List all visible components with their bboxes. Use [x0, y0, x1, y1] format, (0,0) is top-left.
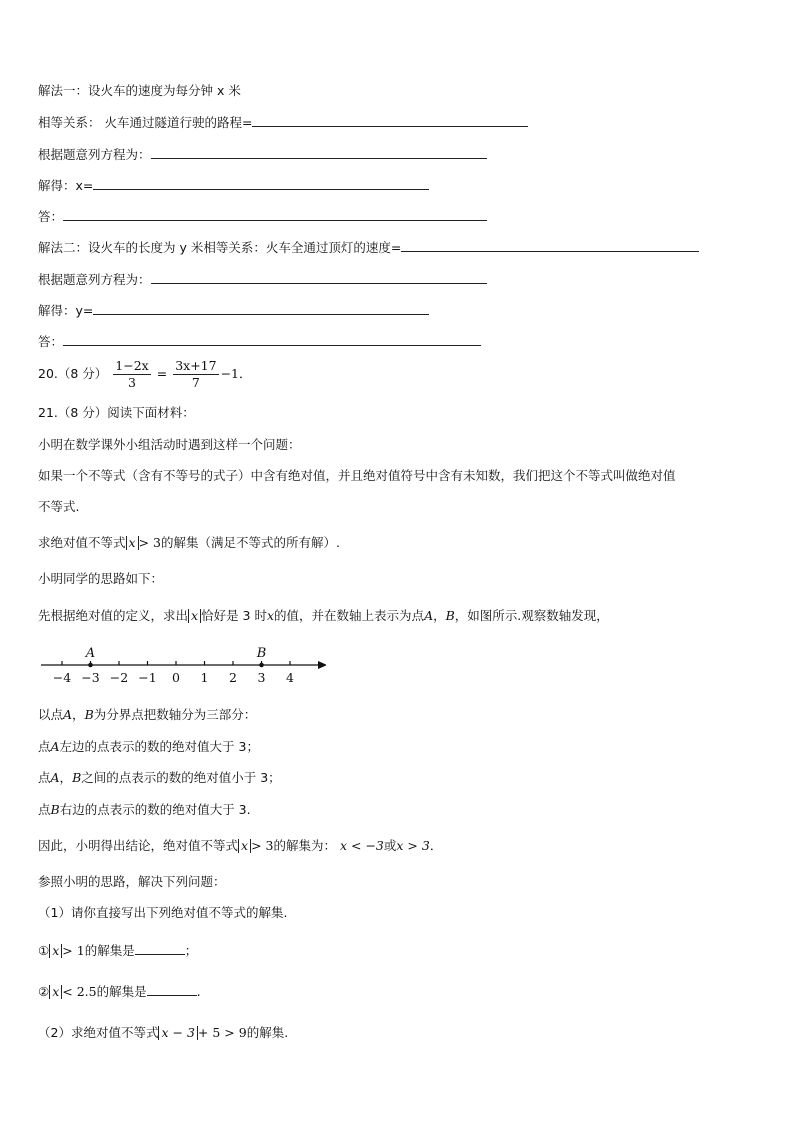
- q21-p2b: 不等式.: [38, 499, 80, 514]
- q21-p11: 参照小明的思路，解决下列问题：: [38, 874, 226, 889]
- fraction: $\frac{3x+17}{7}$: [175, 358, 217, 390]
- q21-p10: 因此，小明得出结论，绝对值不等式 x > 3的解集为： x < −3或x > 3．: [38, 838, 443, 853]
- sol2-intro: 解法二：设火车的长度为 y 米相等关系：火车全通过顶灯的速度=: [38, 238, 699, 257]
- q21-p5: 先根据绝对值的定义，求出 x 恰好是 3 时x的值，并在数轴上表示为点A，B，如图所示.观察数轴发现，: [38, 608, 609, 623]
- tick-label: 0: [172, 670, 180, 685]
- q21-p2a: 如果一个不等式（含有不等号的式子）中含有绝对值，并且绝对值符号中含有未知数，我们把这个不等式叫做绝对值: [38, 468, 676, 483]
- sol2-solve: 解得：y=: [38, 301, 429, 320]
- q21-p3: 求绝对值不等式 x > 3的解集（满足不等式的所有解）.: [38, 535, 340, 550]
- point-label: A: [85, 646, 96, 661]
- q21-p8: 点A，B之间的点表示的数的绝对值小于 3；: [38, 770, 281, 785]
- number-line: [36, 640, 326, 690]
- sol1-intro: 解法一：设火车的速度为每分钟 x 米: [38, 83, 241, 98]
- answer-blank[interactable]: [135, 941, 185, 955]
- sol1-relation: 相等关系： 火车通过隧道行驶的路程=: [38, 113, 528, 132]
- tick-label: 1: [200, 670, 209, 685]
- q20: 20.（8 分） $\frac{1-2x}{3}$ = $\frac{3x+17}{7}$ −1．: [38, 358, 252, 390]
- tick-label: 2: [229, 670, 237, 685]
- q21-p4: 小明同学的思路如下：: [38, 571, 164, 586]
- q21-p9: 点B右边的点表示的数的绝对值大于 3.: [38, 802, 251, 817]
- q21-p1: 小明在数学课外小组活动时遇到这样一个问题：: [38, 437, 301, 452]
- point-label: B: [256, 646, 267, 661]
- answer-blank[interactable]: [63, 207, 487, 221]
- axis-arrow: [318, 661, 326, 669]
- sol1-solve: 解得：x=: [38, 176, 429, 195]
- answer-blank[interactable]: [151, 270, 487, 284]
- tick-label: −2: [109, 670, 129, 685]
- sol1-equation: 根据题意列方程为：: [38, 145, 487, 164]
- answer-blank[interactable]: [252, 113, 528, 127]
- answer-blank[interactable]: [93, 176, 429, 190]
- q21-p12: （1）请你直接写出下列绝对值不等式的解集.: [38, 905, 288, 920]
- tick-label: −4: [52, 670, 72, 685]
- answer-blank[interactable]: [93, 301, 429, 315]
- tick-label: 3: [257, 670, 266, 685]
- answer-blank[interactable]: [401, 238, 699, 252]
- tick-label: −1: [138, 670, 157, 685]
- fraction: $\frac{1-2x}{3}$: [115, 358, 149, 390]
- answer-blank[interactable]: [151, 145, 487, 159]
- tick-label: 4: [286, 670, 294, 685]
- point-a: [88, 663, 93, 668]
- q21-p15: （2）求绝对值不等式 x − 3 + 5 > 9的解集.: [38, 1025, 289, 1040]
- tick-label: −3: [81, 670, 100, 685]
- q21-p13: ① x > 1的解集是 ；: [38, 943, 198, 958]
- sol1-answer: 答：: [38, 207, 487, 226]
- answer-blank[interactable]: [147, 982, 197, 996]
- q21-label: 21.（8 分）阅读下面材料：: [38, 405, 195, 420]
- q21-p14: ② x < 2.5的解集是 .: [38, 984, 201, 999]
- sol2-answer: 答：: [38, 332, 481, 351]
- q21-p6: 以点A，B为分界点把数轴分为三部分：: [38, 707, 257, 722]
- point-b: [259, 663, 264, 668]
- sol2-equation: 根据题意列方程为：: [38, 270, 487, 289]
- q21-p7: 点A左边的点表示的数的绝对值大于 3；: [38, 739, 259, 754]
- answer-blank[interactable]: [63, 332, 481, 346]
